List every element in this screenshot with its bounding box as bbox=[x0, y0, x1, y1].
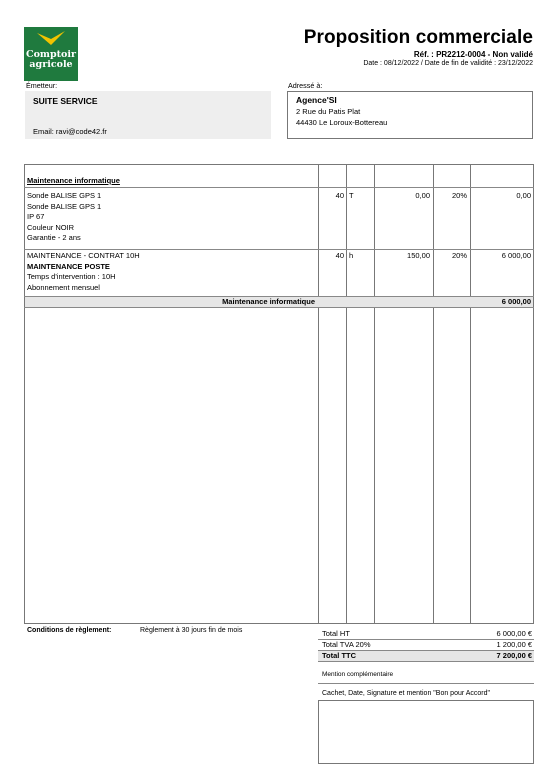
line-description: MAINTENANCE - CONTRAT 10H MAINTENANCE POSTE Temps d'intervention : 10H Abonnement mensuel bbox=[27, 251, 140, 292]
row-divider bbox=[24, 249, 534, 250]
column-divider bbox=[318, 164, 319, 624]
payment-terms-value: Règlement à 30 jours fin de mois bbox=[140, 627, 243, 634]
total-ttc-label: Total TTC bbox=[322, 651, 357, 660]
total-ttc-value: 7 200,00 € bbox=[496, 651, 532, 660]
additional-mention: Mention complémentaire bbox=[322, 671, 394, 678]
section-title: Maintenance informatique bbox=[27, 176, 120, 185]
line-description: Sonde BALISE GPS 1 Sonde BALISE GPS 1 IP 67 Couleur NOIR Garantie - 2 ans bbox=[27, 191, 102, 242]
emitter-label: Émetteur: bbox=[26, 81, 58, 90]
recipient-label: Adressé à: bbox=[288, 81, 323, 90]
line-price: 150,00 bbox=[407, 251, 430, 260]
line-vat: 20% bbox=[451, 191, 467, 200]
total-ht-value: 6 000,00 € bbox=[496, 629, 532, 638]
row-divider bbox=[24, 187, 534, 188]
line-qty: 40 bbox=[335, 191, 344, 200]
line-vat: 20% bbox=[451, 251, 467, 260]
totals-divider bbox=[318, 661, 534, 662]
mention-divider bbox=[318, 683, 534, 684]
document-reference: Réf. : PR2212-0004 - Non validé bbox=[413, 50, 533, 59]
line-unit: h bbox=[349, 251, 354, 260]
line-price: 0,00 bbox=[415, 191, 430, 200]
company-logo bbox=[24, 27, 78, 81]
line-qty: 40 bbox=[335, 251, 344, 260]
column-divider bbox=[433, 164, 434, 624]
document-title: Proposition commerciale bbox=[303, 27, 533, 48]
bird-logo-icon bbox=[37, 31, 65, 49]
column-divider bbox=[470, 164, 471, 624]
subtotal-label: Maintenance informatique bbox=[222, 297, 315, 306]
recipient-address-line2: 44430 Le Loroux-Bottereau bbox=[296, 118, 388, 127]
signature-label: Cachet, Date, Signature et mention "Bon pour Accord" bbox=[322, 690, 491, 697]
emitter-email: Email: ravi@code42.fr bbox=[33, 127, 107, 136]
signature-box[interactable] bbox=[318, 700, 534, 764]
payment-terms-label: Conditions de règlement: bbox=[27, 627, 112, 634]
total-vat-label: Total TVA 20% bbox=[322, 640, 371, 649]
document-dates: Date : 08/12/2022 / Date de fin de validité : 23/12/2022 bbox=[363, 60, 533, 67]
recipient-address-line1: 2 Rue du Patis Plat bbox=[296, 107, 361, 116]
total-ht-label: Total HT bbox=[322, 629, 350, 638]
line-total: 6 000,00 bbox=[501, 251, 531, 260]
line-unit: T bbox=[349, 191, 354, 200]
subtotal-value: 6 000,00 bbox=[501, 297, 531, 306]
column-divider bbox=[374, 164, 375, 624]
recipient-name: Agence'SI bbox=[296, 95, 337, 105]
logo-text-line2: agricole bbox=[29, 59, 73, 70]
logo-text-line1: Comptoir bbox=[26, 49, 76, 60]
column-divider bbox=[346, 164, 347, 624]
emitter-name: SUITE SERVICE bbox=[33, 96, 98, 106]
line-total: 0,00 bbox=[516, 191, 531, 200]
total-vat-value: 1 200,00 € bbox=[496, 640, 532, 649]
